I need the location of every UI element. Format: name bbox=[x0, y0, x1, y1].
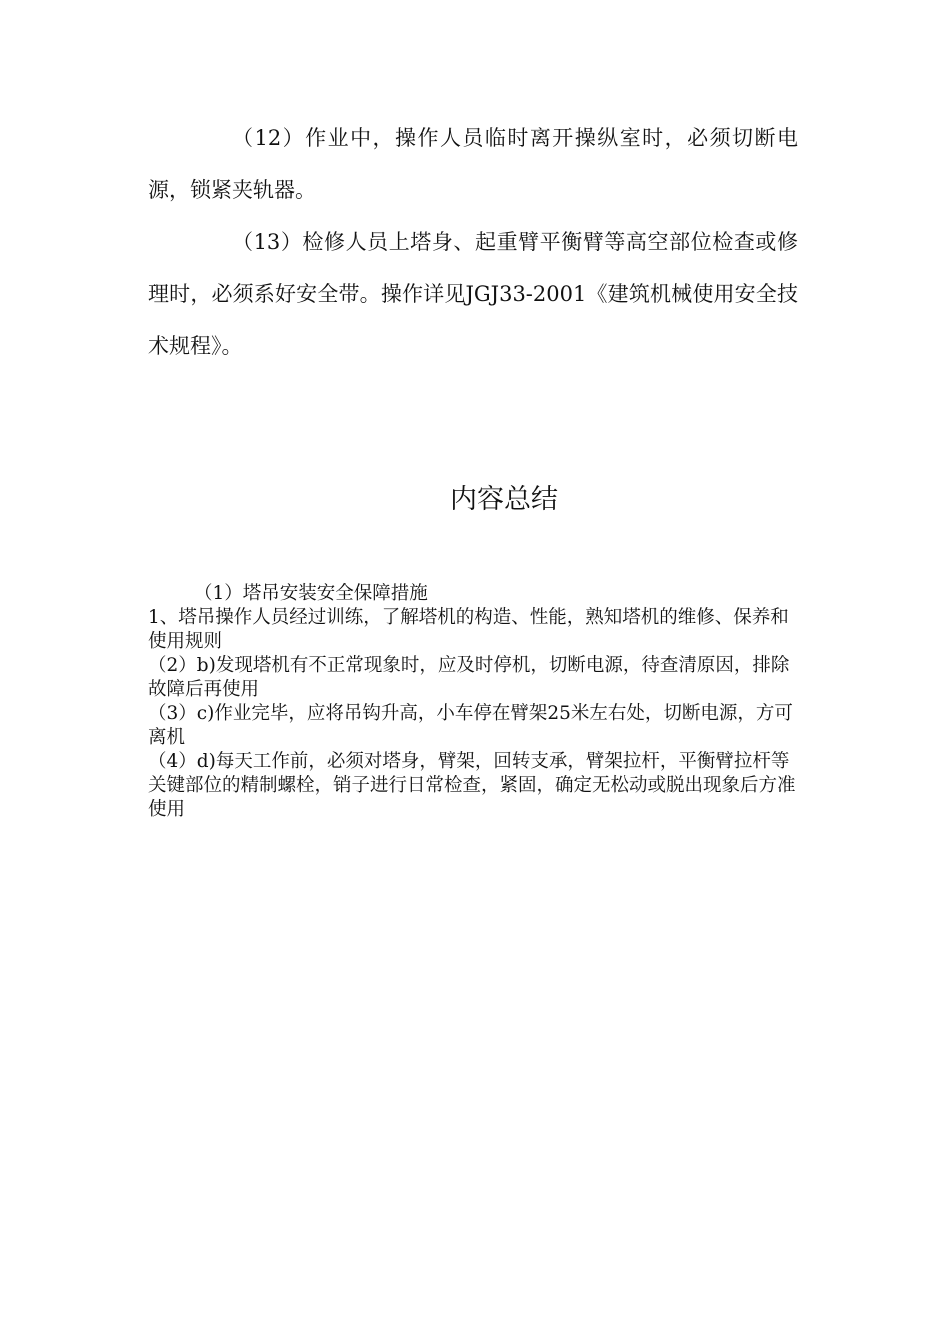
summary-item-3: （3）c)作业完毕，应将吊钩升高，小车停在臂架25米左右处，切断电源，方可离机 bbox=[148, 703, 793, 748]
summary-title: 内容总结 bbox=[450, 484, 558, 515]
paragraph-item-12: （12）作业中，操作人员临时离开操纵室时，必须切断电源，锁紧夹轨器。 bbox=[148, 126, 798, 202]
summary-item-2: （2）b)发现塔机有不正常现象时，应及时停机，切断电源，待查清原因，排除故障后再使用 bbox=[148, 655, 790, 700]
paragraph-item-13: （13）检修人员上塔身、起重臂平衡臂等高空部位检查或修理时，必须系好安全带。操作详见JGJ33-2001《建筑机械使用安全技术规程》。 bbox=[148, 230, 798, 358]
summary-item-4: （4）d)每天工作前，必须对塔身，臂架，回转支承，臂架拉杆，平衡臂拉杆等关键部位的精制螺栓，销子进行日常检查，紧固，确定无松动或脱出现象后方准使用 bbox=[148, 751, 796, 820]
summary-item-1: 1、塔吊操作人员经过训练，了解塔机的构造、性能，熟知塔机的维修、保养和使用规则 bbox=[148, 607, 789, 652]
summary-section bbox=[148, 582, 800, 822]
summary-heading: （1）塔吊安装安全保障措施 bbox=[194, 583, 428, 604]
